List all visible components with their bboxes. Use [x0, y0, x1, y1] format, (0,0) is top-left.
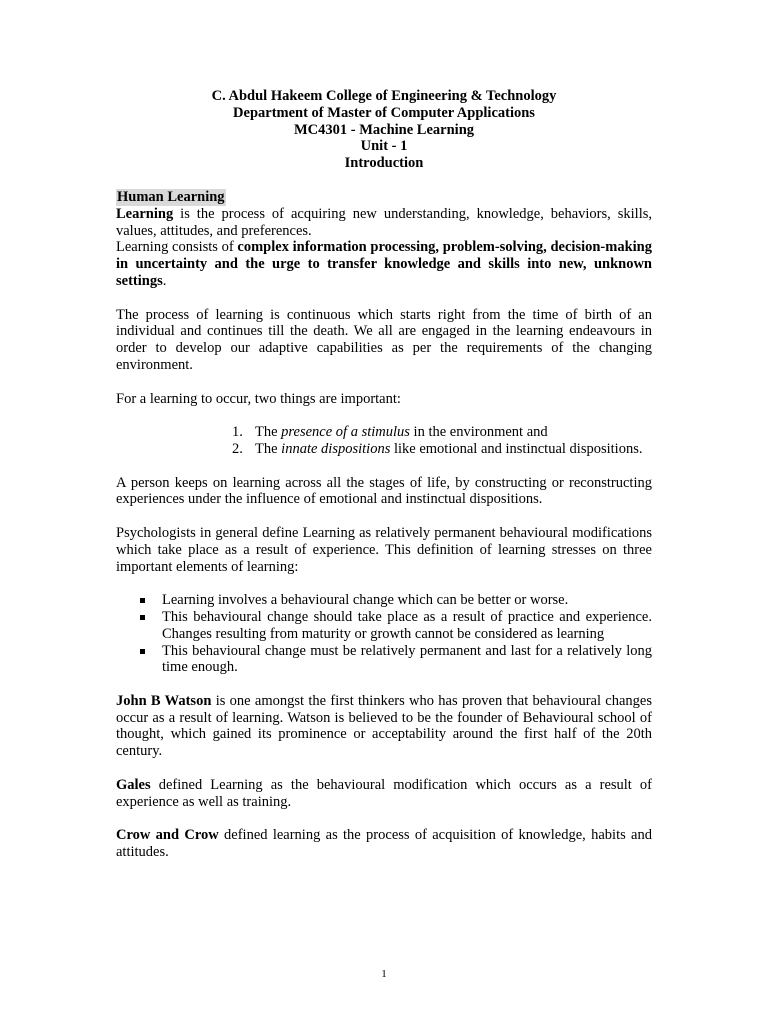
paragraph-two-things: For a learning to occur, two things are important:: [116, 390, 401, 407]
list-number: 1.: [232, 424, 243, 441]
elements-list: [137, 592, 652, 676]
stimulus-list: [232, 424, 652, 458]
square-bullet-icon: [140, 649, 145, 654]
list-item: Learning involves a behavioural change which can be better or worse.: [137, 592, 652, 609]
section-heading: Human Learning: [117, 188, 225, 205]
list-item: This behavioural change should take place as a result of practice and experience. Changes resulting from maturity or growth cannot be considered as learning: [137, 609, 652, 643]
consists-bold: complex information processing, problem-solving, decision-making in uncertainty and the urge to transfer knowledge and skills into new, unknown settings: [116, 239, 652, 289]
paragraph-crow: Crow and Crow defined learning as the process of acquisition of knowledge, habits and attitudes.: [116, 827, 652, 861]
topic-title: Introduction: [344, 155, 424, 172]
document-header: [116, 88, 652, 172]
square-bullet-icon: [140, 598, 145, 603]
list-item: This behavioural change must be relatively permanent and last for a relatively long time enough.: [137, 643, 652, 677]
square-bullet-icon: [140, 615, 145, 620]
list-item: 1. The presence of a stimulus in the environment and: [232, 424, 548, 441]
document-page: [116, 88, 652, 861]
name-watson: John B Watson: [116, 692, 212, 709]
list-number: 2.: [232, 440, 243, 457]
list-item: 2. The innate dispositions like emotional and instinctual dispositions.: [232, 440, 643, 457]
consists-suffix: .: [162, 272, 167, 289]
college-name: C. Abdul Hakeem College of Engineering & Technology: [211, 88, 557, 104]
paragraph-gales: Gales defined Learning as the behavioural modification which occurs as a result of experience as well as training.: [116, 776, 652, 810]
course-title: MC4301 - Machine Learning: [293, 121, 475, 138]
emphasis-text: presence of a stimulus: [281, 424, 410, 441]
paragraph-definition: [116, 206, 652, 240]
section-heading-wrap: [116, 189, 652, 206]
paragraph-consists: [116, 239, 652, 289]
name-gales: Gales: [116, 776, 151, 793]
paragraph-stages: A person keeps on learning across all the stages of life, by constructing or reconstructing experiences under the influence of emotional and instinctual dispositions.: [116, 474, 652, 508]
department-name: Department of Master of Computer Applications: [233, 104, 535, 121]
paragraph-watson: John B Watson is one amongst the first thinkers who has proven that behavioural changes occur as a result of learning. Watson is believed to be the founder of Behavioural school of thought, which gained its prominence or acceptability around the first half of the 20th century.: [116, 692, 652, 760]
name-crow: Crow and Crow: [116, 827, 219, 844]
consists-prefix: Learning consists of: [116, 239, 238, 256]
unit-label: Unit - 1: [360, 138, 408, 155]
paragraph-psychologists: Psychologists in general define Learning as relatively permanent behavioural modifications which take place as a result of experience. This definition of learning stresses on three important elements of learning:: [116, 524, 652, 575]
emphasis-text: innate dispositions: [281, 440, 391, 457]
page-number: 1: [381, 968, 387, 980]
definition-text: is the process of acquiring new understanding, knowledge, behaviors, skills, values, attitudes, and preferences.: [116, 205, 652, 239]
term-learning: Learning: [116, 205, 174, 222]
paragraph-process: The process of learning is continuous which starts right from the time of birth of an individual and continues till the death. We all are engaged in the learning endeavours in order to develop our adaptive capabilities as per the requirements of the changing environment.: [116, 306, 652, 373]
